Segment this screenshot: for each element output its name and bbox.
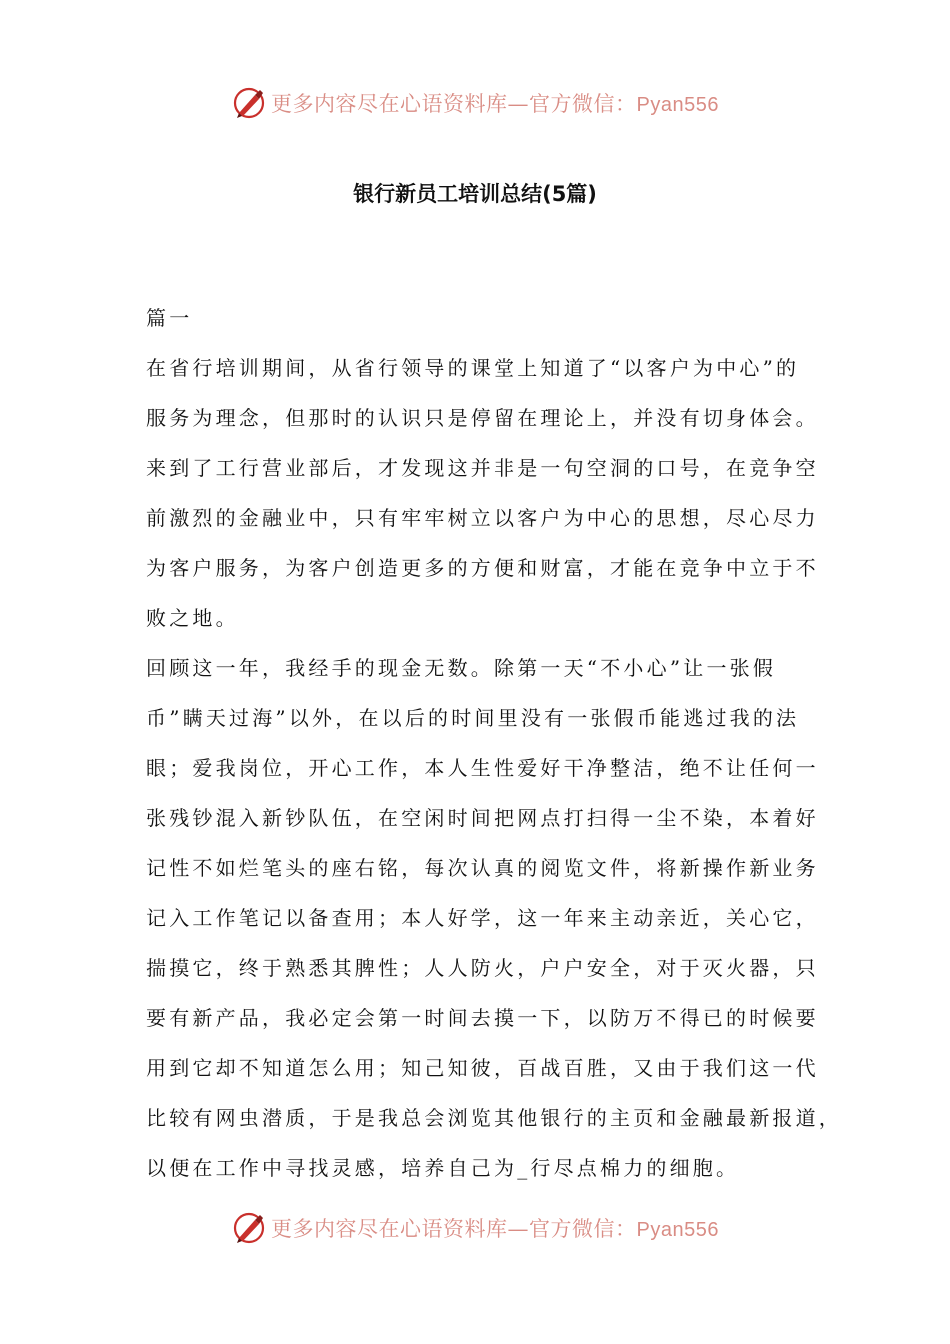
paragraph-line: 在省行培训期间，从省行领导的课堂上知道了“以客户为中心”的 bbox=[146, 356, 800, 380]
paragraph-line: 要有新产品，我必定会第一时间去摸一下，以防万不得已的时候要 bbox=[146, 1006, 819, 1030]
paragraph-line: 为客户服务，为客户创造更多的方便和财富，才能在竞争中立于不 bbox=[146, 556, 819, 580]
paragraph-line: 记性不如烂笔头的座右铭，每次认真的阅览文件，将新操作新业务 bbox=[146, 856, 819, 880]
footer-banner-text: 更多内容尽在心语资料库—官方微信：Pyan556 bbox=[271, 1217, 719, 1241]
paragraph-line: 用到它却不知道怎么用；知己知彼，百战百胜，又由于我们这一代 bbox=[146, 1056, 819, 1080]
paragraph-line: 以便在工作中寻找灵感，培养自己为_行尽点棉力的细胞。 bbox=[146, 1156, 740, 1180]
pen-logo-icon bbox=[231, 85, 267, 121]
header-banner-text: 更多内容尽在心语资料库—官方微信：Pyan556 bbox=[271, 92, 719, 116]
pen-logo-icon bbox=[231, 1210, 267, 1246]
footer-banner bbox=[0, 1208, 950, 1248]
paragraph-line: 来到了工行营业部后，才发现这并非是一句空洞的口号，在竞争空 bbox=[146, 456, 819, 480]
paragraph-line: 揣摸它，终于熟悉其脾性；人人防火，户户安全，对于灭火器，只 bbox=[146, 956, 819, 980]
paragraph-line: 比较有网虫潜质，于是我总会浏览其他银行的主页和金融最新报道， bbox=[146, 1106, 842, 1130]
paragraph-line: 张残钞混入新钞队伍，在空闲时间把网点打扫得一尘不染，本着好 bbox=[146, 806, 819, 830]
paragraph-line: 回顾这一年，我经手的现金无数。除第一天“不小心”让一张假 bbox=[146, 656, 777, 680]
paragraph-line: 眼；爱我岗位，开心工作，本人生性爱好干净整洁，绝不让任何一 bbox=[146, 756, 819, 780]
paragraph-line: 败之地。 bbox=[146, 606, 239, 630]
paragraph-line: 前激烈的金融业中，只有牢牢树立以客户为中心的思想，尽心尽力 bbox=[146, 506, 819, 530]
document-body bbox=[146, 298, 842, 1198]
header-wechat-id: Pyan556 bbox=[636, 94, 719, 116]
header-banner bbox=[0, 83, 950, 123]
paragraph-line: 服务为理念，但那时的认识只是停留在理论上，并没有切身体会。 bbox=[146, 406, 819, 430]
footer-wechat-id: Pyan556 bbox=[636, 1219, 719, 1241]
document-title: 银行新员工培训总结(5篇) bbox=[353, 182, 597, 206]
section-heading: 篇一 bbox=[146, 306, 193, 330]
paragraph-line: 币”瞒天过海”以外，在以后的时间里没有一张假币能逃过我的法 bbox=[146, 706, 800, 730]
paragraph-line: 记入工作笔记以备查用；本人好学，这一年来主动亲近，关心它， bbox=[146, 906, 819, 930]
